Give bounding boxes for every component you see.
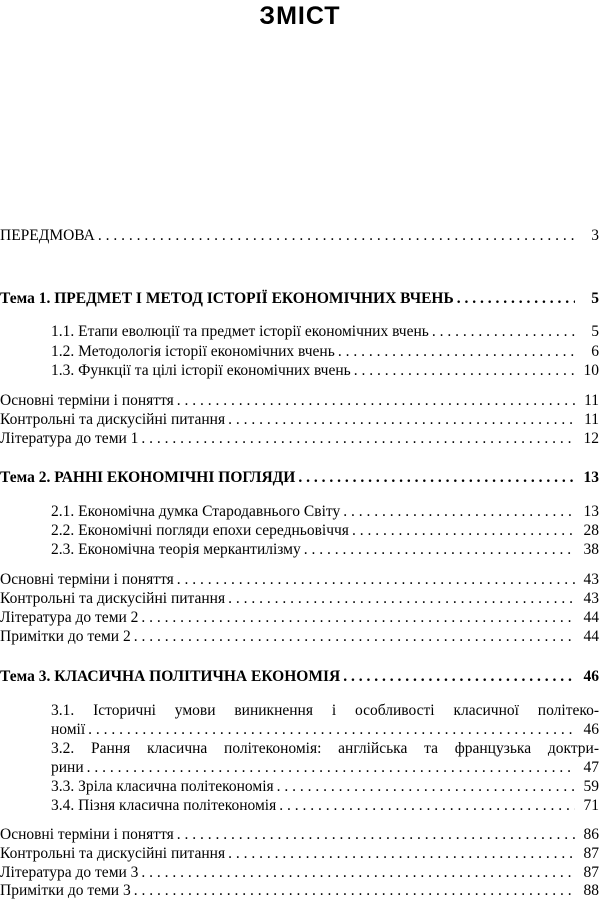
- toc-section-1-3[interactable]: [51, 362, 599, 380]
- toc-entry-label: 3.4. Пізня класична політекономія: [51, 797, 277, 814]
- toc-questions-2[interactable]: [0, 590, 599, 608]
- toc-entry-label: 2.3. Економічна теорія меркантилізму: [51, 541, 301, 558]
- toc-page-number: 43: [583, 590, 599, 607]
- toc-entry-label: Контрольні та дискусійні питання: [0, 590, 226, 607]
- toc-section-2-1[interactable]: [51, 503, 599, 521]
- dot-leader: [352, 522, 575, 540]
- dot-leader: [228, 411, 575, 429]
- toc-section-2-2[interactable]: [51, 522, 599, 540]
- toc-entry-label: рини: [51, 759, 84, 776]
- dot-leader: [177, 826, 575, 844]
- toc-entry-preface[interactable]: [0, 227, 599, 245]
- toc-section-3-4[interactable]: [51, 797, 599, 815]
- toc-entry-label: Основні терміни і поняття: [0, 826, 174, 843]
- toc-page-number: 87: [583, 845, 599, 862]
- toc-page-number: 43: [583, 571, 599, 588]
- dot-leader: [343, 668, 575, 686]
- toc-section-3-3[interactable]: [51, 778, 599, 796]
- toc-entry-label: 3.3. Зріла класична політекономія: [51, 778, 274, 795]
- page-title: ЗМІСТ: [259, 2, 341, 30]
- toc-page-number: 88: [583, 882, 599, 899]
- toc-terms-1[interactable]: [0, 392, 599, 410]
- dot-leader: [87, 759, 575, 777]
- toc-section-3-1-first-line[interactable]: 3.1. Історичні умови виникнення і особливості класичної політеко-: [51, 702, 599, 719]
- dot-leader: [338, 343, 575, 361]
- dot-leader: [134, 882, 575, 900]
- toc-entry-label: Примітки до теми 2: [0, 628, 131, 645]
- dot-leader: [177, 571, 575, 589]
- dot-leader: [354, 362, 575, 380]
- toc-entry-label: номії: [51, 721, 86, 738]
- toc-page-number: 86: [583, 826, 599, 843]
- toc-page-number: 13: [583, 469, 599, 486]
- toc-entry-label: Примітки до теми 3: [0, 882, 131, 899]
- toc-page-number: 11: [584, 411, 599, 428]
- toc-section-3-1[interactable]: [51, 721, 599, 739]
- toc-entry-label: 1.2. Методологія історії економічних вчень: [51, 343, 335, 360]
- toc-entry-label: 2.1. Економічна думка Стародавнього Світу: [51, 503, 341, 520]
- toc-page-number: 46: [583, 668, 599, 685]
- toc-page-number: 10: [583, 362, 599, 379]
- toc-entry-label: Контрольні та дискусійні питання: [0, 845, 226, 862]
- toc-page-number: 11: [584, 392, 599, 409]
- toc-section-1-1[interactable]: [51, 323, 599, 341]
- toc-questions-1[interactable]: [0, 411, 599, 429]
- toc-page-number: 59: [583, 778, 599, 795]
- toc-literature-3[interactable]: [0, 864, 599, 882]
- toc-page-number: 28: [583, 522, 599, 539]
- dot-leader: [134, 628, 575, 646]
- toc-literature-1[interactable]: [0, 430, 599, 448]
- toc-page-number: 44: [583, 609, 599, 626]
- toc-entry-label: Література до теми 2: [0, 609, 139, 626]
- toc-page-number: 71: [583, 797, 599, 814]
- toc-section-2-3[interactable]: [51, 541, 599, 559]
- toc-page-number: 3: [591, 227, 599, 244]
- toc-page-number: 87: [583, 864, 599, 881]
- dot-leader: [298, 469, 575, 487]
- toc-page-number: 47: [583, 759, 599, 776]
- toc-entry-label: 2.2. Економічні погляди епохи середньовіччя: [51, 522, 349, 539]
- dot-leader: [141, 430, 575, 448]
- dot-leader: [279, 797, 575, 815]
- dot-leader: [277, 778, 575, 796]
- toc-entry-label: Література до теми 3: [0, 864, 139, 881]
- toc-terms-2[interactable]: [0, 571, 599, 589]
- dot-leader: [457, 290, 575, 308]
- toc-page-number: 44: [583, 628, 599, 645]
- toc-entry-label: ПЕРЕДМОВА: [0, 227, 95, 244]
- toc-page-number: 12: [583, 430, 599, 447]
- toc-literature-2[interactable]: [0, 609, 599, 627]
- toc-page-number: 5: [591, 290, 599, 307]
- toc-theme-2-heading[interactable]: [0, 469, 599, 487]
- toc-notes-3[interactable]: [0, 882, 599, 900]
- toc-entry-label: Основні терміни і поняття: [0, 571, 174, 588]
- toc-theme-3-heading[interactable]: [0, 668, 599, 686]
- dot-leader: [141, 864, 575, 882]
- dot-leader: [228, 845, 575, 863]
- toc-questions-3[interactable]: [0, 845, 599, 863]
- dot-leader: [98, 227, 575, 245]
- toc-entry-label: Контрольні та дискусійні питання: [0, 411, 226, 428]
- toc-entry-label: Основні терміни і поняття: [0, 392, 174, 409]
- toc-entry-label: 1.3. Функції та цілі історії економічних вчень: [51, 362, 351, 379]
- toc-section-3-2-first-line[interactable]: 3.2. Рання класична політекономія: англійська та французька доктри-: [51, 740, 599, 757]
- dot-leader: [177, 392, 575, 410]
- dot-leader: [141, 609, 575, 627]
- toc-theme-1-heading[interactable]: [0, 290, 599, 308]
- toc-entry-label: Тема 1. ПРЕДМЕТ І МЕТОД ІСТОРІЇ ЕКОНОМІЧНИХ ВЧЕНЬ: [0, 290, 454, 307]
- toc-page-number: 38: [583, 541, 599, 558]
- toc-page-number: 13: [583, 503, 599, 520]
- toc-page-number: 6: [591, 343, 599, 360]
- dot-leader: [343, 503, 575, 521]
- dot-leader: [88, 721, 575, 739]
- toc-section-1-2[interactable]: [51, 343, 599, 361]
- toc-page-number: 5: [591, 323, 599, 340]
- toc-terms-3[interactable]: [0, 826, 599, 844]
- dot-leader: [228, 590, 575, 608]
- toc-entry-label: 1.1. Етапи еволюції та предмет історії економічних вчень: [51, 323, 429, 340]
- toc-entry-label: Тема 2. РАННІ ЕКОНОМІЧНІ ПОГЛЯДИ: [0, 469, 296, 486]
- toc-section-3-2[interactable]: [51, 759, 599, 777]
- toc-entry-label: Тема 3. КЛАСИЧНА ПОЛІТИЧНА ЕКОНОМІЯ: [0, 668, 341, 685]
- dot-leader: [304, 541, 575, 559]
- toc-entry-label: Література до теми 1: [0, 430, 139, 447]
- toc-notes-2[interactable]: [0, 628, 599, 646]
- dot-leader: [432, 323, 575, 341]
- toc-page-number: 46: [583, 721, 599, 738]
